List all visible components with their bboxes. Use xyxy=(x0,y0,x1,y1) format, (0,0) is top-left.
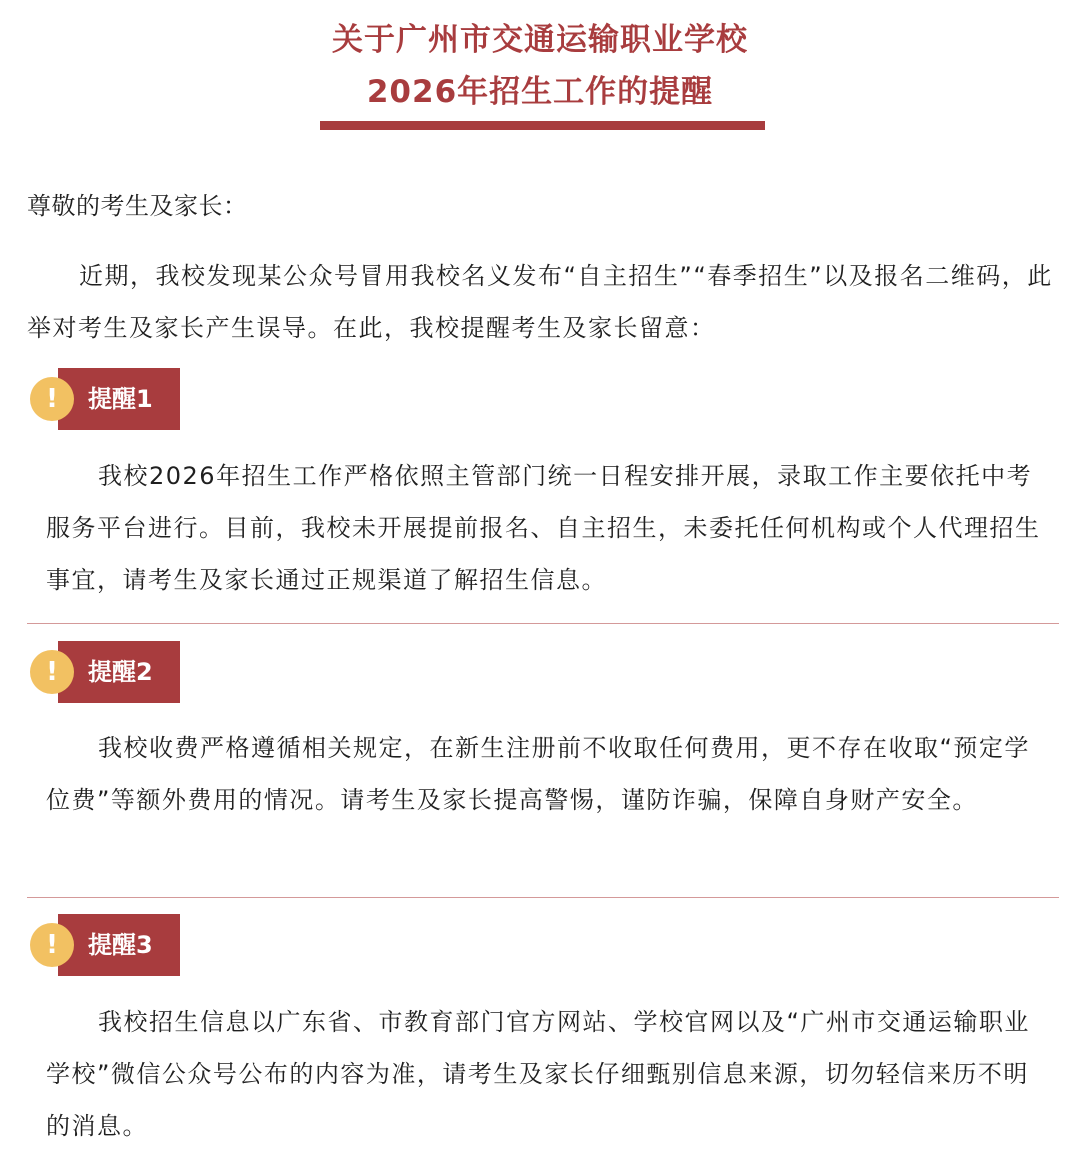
reminder-3-label: 提醒3 xyxy=(58,914,180,976)
exclamation-icon: ! xyxy=(30,377,74,421)
salutation: 尊敬的考生及家长： xyxy=(27,192,248,220)
reminder-1-text: 我校2026年招生工作严格依照主管部门统一日程安排开展，录取工作主要依托中考服务平台进行。目前，我校未开展提前报名、自主招生，未委托任何机构或个人代理招生事宜，请考生及家长通过正规渠道了解招生信息。 xyxy=(46,462,1041,594)
section-divider xyxy=(27,623,1059,624)
title-underline xyxy=(320,121,765,130)
reminder-3-text: 我校招生信息以广东省、市教育部门官方网站、学校官网以及“广州市交通运输职业学校”微信公众号公布的内容为准，请考生及家长仔细甄别信息来源，切勿轻信来历不明的消息。 xyxy=(46,1008,1030,1140)
reminder-1-label: 提醒1 xyxy=(58,368,180,430)
title-line-1: 关于广州市交通运输职业学校 xyxy=(332,22,748,58)
section-divider xyxy=(27,897,1059,898)
intro-paragraph: 近期，我校发现某公众号冒用我校名义发布“自主招生”“春季招生”以及报名二维码，此举对考生及家长产生误导。在此，我校提醒考生及家长留意： xyxy=(27,262,1053,342)
reminder-2-text: 我校收费严格遵循相关规定，在新生注册前不收取任何费用，更不存在收取“预定学位费”等额外费用的情况。请考生及家长提高警惕，谨防诈骗，保障自身财产安全。 xyxy=(46,734,1030,814)
title-line-2: 2026年招生工作的提醒 xyxy=(366,74,714,110)
exclamation-icon: ! xyxy=(30,650,74,694)
reminder-2-label: 提醒2 xyxy=(58,641,180,703)
notice-title xyxy=(0,14,1080,118)
exclamation-icon: ! xyxy=(30,923,74,967)
